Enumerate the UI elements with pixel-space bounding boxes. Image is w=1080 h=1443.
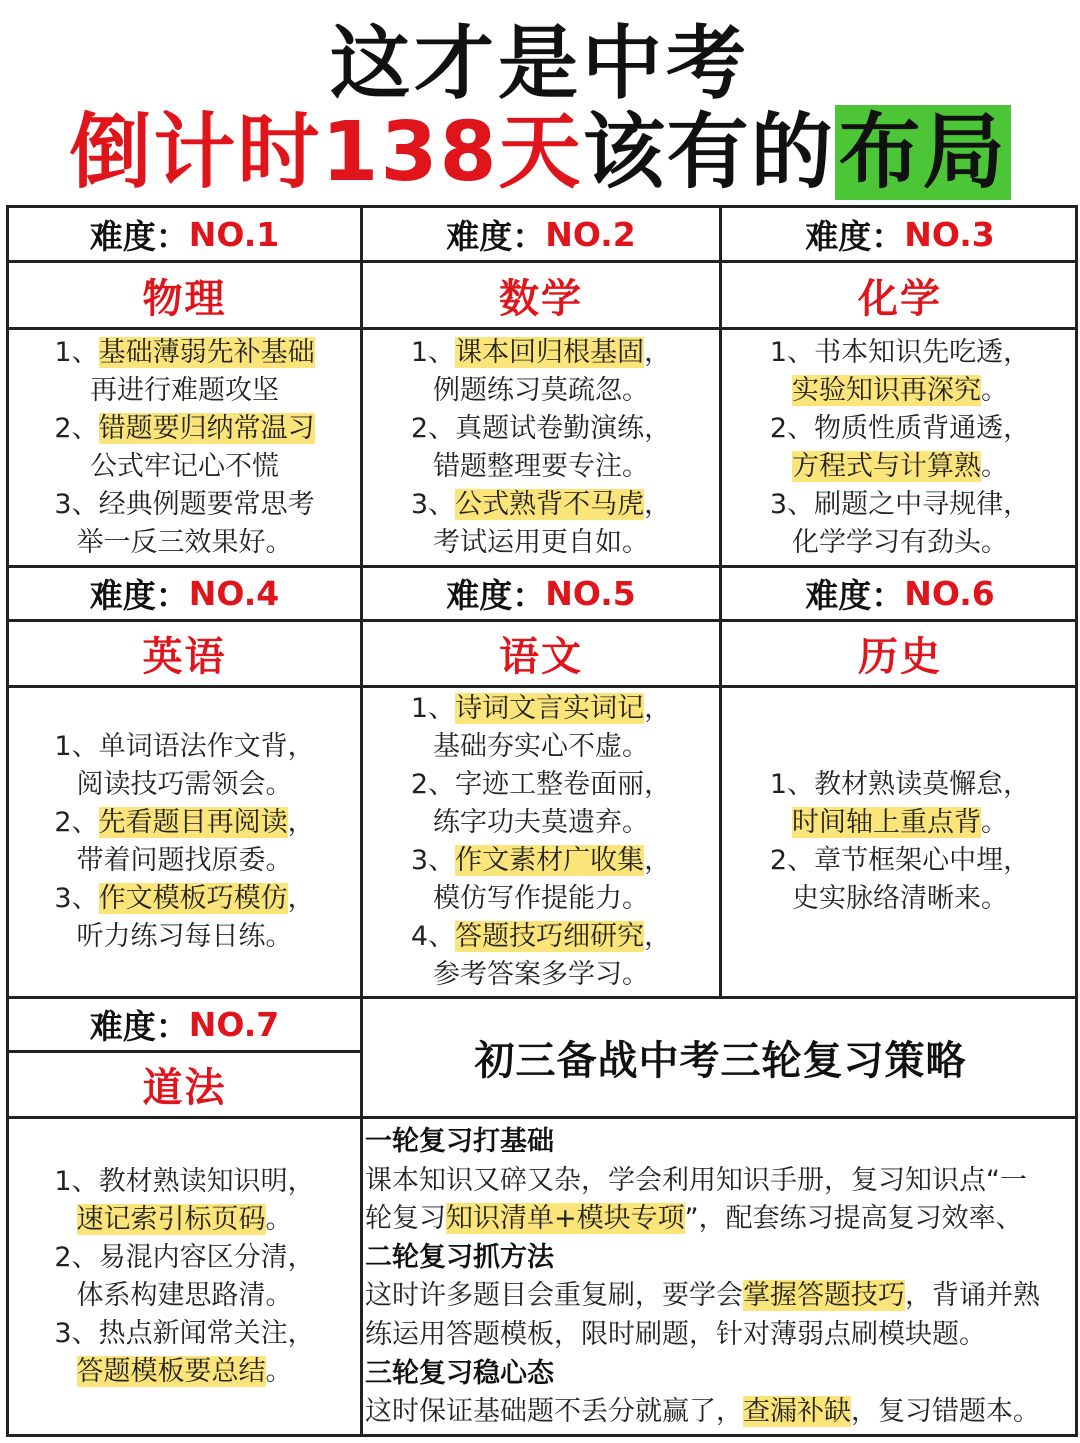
tip-line [9, 486, 360, 524]
tip-line [9, 1315, 360, 1353]
title-highlight: 布局 [835, 105, 1011, 200]
subject-name: 语文 [360, 619, 719, 685]
subject-tips [6, 685, 360, 996]
difficulty-rank: NO.1 [188, 214, 280, 254]
tip-text: 3、 [410, 488, 456, 520]
tip-line [363, 448, 719, 486]
strategy-line [365, 1393, 1078, 1432]
tip-text: ， [287, 883, 315, 914]
tip-text: 4、 [410, 921, 456, 952]
tip-line [9, 1277, 360, 1315]
difficulty-prefix: 难度： [446, 576, 546, 615]
highlighted-text: 方程式与计算熟 [792, 450, 981, 482]
tip-text: 1、教材熟读莫懈怠， [769, 769, 1031, 800]
difficulty-label [6, 205, 360, 260]
tip-text: 2、 [54, 412, 99, 444]
highlighted-text: 先看题目再阅读 [98, 807, 288, 838]
tip-line [9, 918, 360, 956]
tip-text: ， [644, 336, 672, 368]
tip-line [722, 372, 1078, 410]
strategy-text: 这时保证基础题不丢分就赢了， [365, 1396, 743, 1428]
tip-text: 化学学习有劲头。 [792, 526, 1008, 558]
tip-text: 1、单词语法作文背， [54, 731, 315, 762]
highlighted-text: 实验知识再深究 [792, 374, 981, 406]
highlighted-text: 掌握答题技巧 [743, 1280, 905, 1312]
tip-line [9, 448, 360, 486]
tip-line [9, 410, 360, 448]
tip-text: 2、物质性质背通透， [769, 412, 1031, 444]
tip-text: 听力练习每日练。 [76, 921, 293, 952]
tip-text: 3、热点新闻常关注， [54, 1317, 315, 1349]
tip-line [9, 1239, 360, 1277]
tip-text: 带着问题找原委。 [76, 845, 293, 876]
difficulty-prefix: 难度： [446, 216, 546, 256]
difficulty-rank: NO.5 [545, 574, 636, 613]
tip-text: 参考答案多学习。 [433, 959, 649, 990]
tip-line [363, 728, 719, 766]
difficulty-prefix: 难度： [89, 1007, 189, 1046]
difficulty-label [719, 565, 1078, 619]
tip-line [9, 334, 360, 372]
highlighted-text: 错题要归纳常温习 [98, 412, 315, 444]
tip-text: 3、经典例题要常思考 [54, 488, 315, 520]
strategy-text: 课本知识又碎又杂，学会利用知识手册，复习知识点“一 [365, 1164, 1027, 1196]
tip-text: ， [287, 807, 315, 838]
tip-text: 1、教材熟读知识明， [54, 1165, 315, 1197]
difficulty-prefix: 难度： [805, 216, 905, 256]
tip-line [363, 880, 719, 918]
highlighted-text: 诗词文言实词记 [455, 693, 645, 724]
tip-line [722, 524, 1078, 562]
tip-line [9, 880, 360, 918]
highlighted-text: 答题模板要总结 [76, 1355, 266, 1387]
tip-text: 例题练习莫疏忽。 [433, 374, 649, 406]
tip-text: 。 [981, 374, 1008, 406]
tip-line [363, 486, 719, 524]
strategy-title: 初三备战中考三轮复习策略 [360, 996, 1078, 1116]
tip-line [363, 410, 719, 448]
tip-line [9, 524, 360, 562]
tip-line [363, 690, 719, 728]
tip-text: 史实脉络清晰来。 [792, 883, 1008, 914]
tip-text: 公式牢记心不慌 [90, 450, 279, 482]
tip-line [363, 334, 719, 372]
tip-text: 基础夯实心不虚。 [433, 731, 649, 762]
tip-text: 3、 [54, 883, 99, 914]
strategy-line [365, 1316, 1078, 1355]
tip-line [9, 804, 360, 842]
strategy-text: 二轮复习抓方法 [365, 1241, 554, 1273]
strategy-text: 一轮复习打基础 [365, 1126, 554, 1157]
strategy-text: 这时许多题目会重复刷，要学会 [365, 1280, 743, 1312]
tip-text: 2、易混内容区分清， [54, 1241, 315, 1273]
strategy-text: 轮复习 [365, 1203, 446, 1235]
tip-text: 3、 [410, 845, 456, 876]
strategy-text: ，背诵并熟 [905, 1280, 1040, 1312]
tip-line [9, 1353, 360, 1391]
subject-name: 道法 [6, 1050, 360, 1116]
highlighted-text: 公式熟背不马虎 [455, 488, 645, 520]
tip-text: 体系构建思路清。 [76, 1279, 293, 1311]
difficulty-label [719, 205, 1078, 260]
highlighted-text: 作文素材广收集 [455, 845, 645, 876]
subject-tips [719, 327, 1078, 565]
subject-tips [6, 1116, 360, 1434]
tip-line [363, 956, 719, 994]
tip-line [722, 410, 1078, 448]
tip-line [9, 1201, 360, 1239]
strategy-line [365, 1200, 1078, 1239]
title-middle: 该有的 [582, 105, 835, 200]
difficulty-label [6, 565, 360, 619]
tip-line [9, 1163, 360, 1201]
tip-text: 2、 [54, 807, 99, 838]
tip-text: 1、 [54, 336, 99, 368]
tip-line [722, 880, 1078, 918]
tip-text: 再进行难题攻坚 [90, 374, 279, 406]
tip-text: 2、章节框架心中埋， [769, 845, 1031, 876]
tip-text: ， [644, 693, 672, 724]
highlighted-text: 基础薄弱先补基础 [98, 336, 315, 368]
strategy-body [360, 1116, 1078, 1434]
tip-line [9, 766, 360, 804]
highlighted-text: 课本回归根基固 [455, 336, 645, 368]
tip-text: 举一反三效果好。 [76, 526, 293, 558]
strategy-text: ，复习错题本。 [851, 1396, 1040, 1428]
highlighted-text: 答题技巧细研究 [455, 921, 645, 952]
tip-line [9, 728, 360, 766]
difficulty-rank: NO.7 [188, 1005, 280, 1044]
tip-text: ， [644, 845, 672, 876]
tip-text: 。 [981, 450, 1008, 482]
tip-line [722, 766, 1078, 804]
tip-line [363, 842, 719, 880]
subject-tips [719, 685, 1078, 996]
tip-line [363, 918, 719, 956]
tip-line [363, 372, 719, 410]
difficulty-prefix: 难度： [89, 576, 189, 615]
strategy-text: 练运用答题模板，限时刷题，针对薄弱点刷模块题。 [365, 1318, 986, 1350]
title-line-2 [0, 106, 1080, 200]
strategy-heading [365, 1355, 1078, 1394]
tip-text: 。 [981, 807, 1008, 838]
subject-tips [6, 327, 360, 565]
difficulty-prefix: 难度： [805, 576, 905, 615]
highlighted-text: 速记索引标页码 [76, 1203, 266, 1235]
difficulty-rank: NO.2 [545, 214, 636, 254]
difficulty-label [6, 996, 360, 1050]
tip-text: ， [644, 488, 672, 520]
difficulty-prefix: 难度： [89, 216, 189, 256]
difficulty-rank: NO.6 [904, 574, 995, 613]
subject-name: 数学 [360, 260, 719, 327]
tip-text: 模仿写作提能力。 [433, 883, 649, 914]
tip-text: 考试运用更自如。 [433, 526, 649, 558]
subject-name: 历史 [719, 619, 1078, 685]
tip-line [722, 842, 1078, 880]
difficulty-label [360, 565, 719, 619]
highlighted-text: 查漏补缺 [743, 1396, 851, 1428]
tip-text: 1、 [410, 693, 456, 724]
strategy-heading [365, 1239, 1078, 1278]
tip-line [363, 804, 719, 842]
strategy-line [365, 1162, 1078, 1201]
tip-line [363, 766, 719, 804]
strategy-heading [365, 1123, 1078, 1162]
highlighted-text: 时间轴上重点背 [792, 807, 981, 838]
subject-tips [360, 327, 719, 565]
tip-text: 2、字迹工整卷面丽， [410, 769, 672, 800]
tip-text: ， [644, 921, 672, 952]
tip-text: 。 [265, 1203, 293, 1235]
tip-line [722, 804, 1078, 842]
tip-text: 练字功夫莫遗弃。 [433, 807, 649, 838]
subject-tips [360, 685, 719, 996]
tip-text: 3、刷题之中寻规律， [769, 488, 1031, 520]
tip-text: 阅读技巧需领会。 [76, 769, 293, 800]
tip-text: 。 [265, 1355, 293, 1387]
tip-line [722, 486, 1078, 524]
tip-line [722, 448, 1078, 486]
highlighted-text: 知识清单+模块专项 [446, 1203, 685, 1235]
tip-text: 1、书本知识先吃透， [769, 336, 1031, 368]
tip-line [9, 372, 360, 410]
tip-line [363, 524, 719, 562]
tip-text: 1、 [410, 336, 456, 368]
difficulty-label [360, 205, 719, 260]
tip-text: 错题整理要专注。 [433, 450, 649, 482]
title-countdown: 倒计时138天 [69, 105, 583, 200]
subject-name: 英语 [6, 619, 360, 685]
tip-text: 2、真题试卷勤演练， [410, 412, 672, 444]
subject-name: 物理 [6, 260, 360, 327]
difficulty-rank: NO.3 [904, 214, 995, 254]
tip-line [9, 842, 360, 880]
tip-line [722, 334, 1078, 372]
highlighted-text: 作文模板巧模仿 [98, 883, 288, 914]
title-line-1: 这才是中考 [330, 17, 750, 110]
strategy-text: 三轮复习稳心态 [365, 1357, 554, 1389]
strategy-text: ”，配套练习提高复习效率、 [684, 1203, 1023, 1235]
subject-name: 化学 [719, 260, 1078, 327]
difficulty-rank: NO.4 [188, 574, 280, 613]
strategy-line [365, 1277, 1078, 1316]
